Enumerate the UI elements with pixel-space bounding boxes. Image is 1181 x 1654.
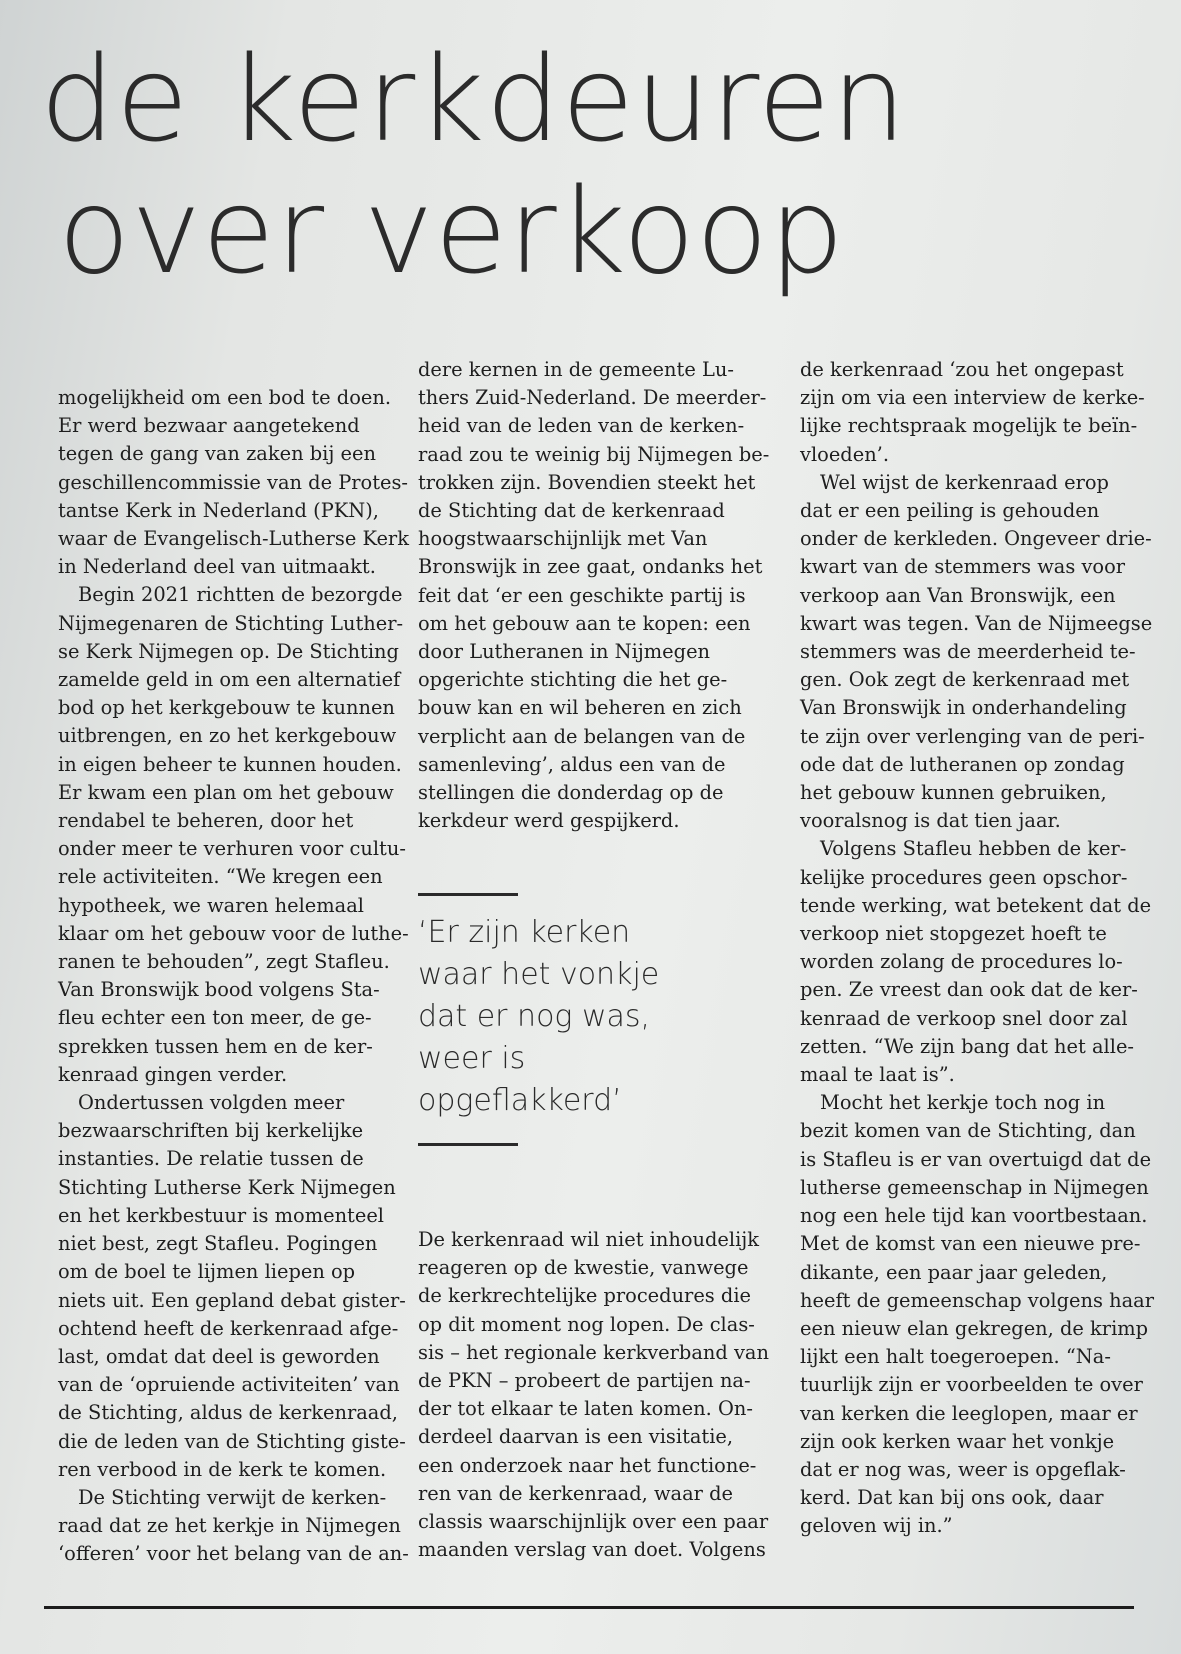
text-line: stellingen die donderdag op de — [418, 781, 724, 805]
text-line: classis waarschijnlijk over een paar — [418, 1510, 769, 1534]
text-line: bouw kan en wil beheren en zich — [418, 696, 742, 720]
text-line: zijn om via een interview de kerke- — [800, 386, 1145, 410]
text-line: kwart was tegen. Van de Nijmeegse — [800, 611, 1153, 635]
text-line: ochtend heeft de kerkenraad afge- — [58, 1316, 399, 1340]
text-line: mogelijkheid om een bod te doen. — [58, 386, 391, 409]
text-line: van de ‘opruiende activiteiten’ van — [58, 1373, 400, 1397]
pull-quote-line: weer is — [418, 1041, 526, 1076]
text-line: in Nederland deel van uitmaakt. — [58, 555, 376, 579]
text-line: de kerkrechtelijke procedures die — [418, 1284, 752, 1308]
text-line: geloven wij in.” — [800, 1514, 953, 1538]
pull-quote-rule-bottom — [418, 1143, 518, 1146]
text-line: thers Zuid-Nederland. De meerder- — [418, 386, 767, 410]
text-line: samenleving’, aldus een van de — [418, 752, 726, 776]
text-line: tende werking, wat betekent dat de — [800, 893, 1152, 917]
text-line: geschillencommissie van de Protes- — [58, 470, 408, 494]
text-line: zetten. “We zijn bang dat het alle- — [800, 1034, 1134, 1058]
text-line: rendabel te beheren, door het — [58, 809, 354, 833]
text-line: een onderzoek naar het functione- — [418, 1453, 757, 1477]
text-line: van kerken die leeglopen, maar er — [800, 1401, 1138, 1425]
pull-quote — [418, 912, 758, 1122]
text-line: en het kerkbestuur is momenteel — [58, 1203, 385, 1227]
text-line: Van Bronswijk in onderhandeling — [800, 696, 1127, 720]
text-line: Van Bronswijk bood volgens Sta- — [58, 978, 380, 1002]
text-line: ren van de kerkenraad, waar de — [418, 1481, 733, 1505]
text-line: opgerichte stichting die het ge- — [418, 668, 728, 692]
article-column-2-top — [418, 356, 778, 835]
text-line: sprekken tussen hem en de ker- — [58, 1034, 373, 1058]
text-line: niet best, zegt Stafleu. Pogingen — [58, 1232, 378, 1256]
headline-line-2: over verkoop — [58, 162, 846, 300]
text-line: ranen te behouden”, zegt Stafleu. — [58, 950, 390, 974]
text-line: sis – het regionale kerkverband van — [418, 1340, 769, 1364]
text-line: een nieuw elan gekregen, de krimp — [800, 1316, 1149, 1340]
text-line: kwart van de stemmers was voor — [800, 555, 1126, 579]
text-line: heid van de leden van de kerken- — [418, 414, 745, 438]
text-line: derdeel daarvan is een visitatie, — [418, 1425, 734, 1449]
pull-quote-line: waar het vonkje — [418, 957, 660, 992]
text-line: maal te laat is”. — [800, 1063, 955, 1087]
text-line: te zijn over verlenging van de peri- — [800, 724, 1145, 748]
text-line: last, omdat dat deel is geworden — [58, 1344, 380, 1368]
text-line: verplicht aan de belangen van de — [418, 724, 746, 748]
pull-quote-line: opgeflakkerd’ — [418, 1083, 622, 1118]
text-line: dikante, een paar jaar geleden, — [800, 1260, 1108, 1284]
text-line: Bronswijk in zee gaat, ondanks het — [418, 555, 763, 579]
text-line: verkoop aan Van Bronswijk, een — [800, 583, 1116, 607]
text-line: hypotheek, we waren helemaal — [58, 893, 364, 917]
pull-quote-line: ‘Er zijn kerken — [418, 915, 631, 950]
text-line: kenraad de verkoop snel door zal — [800, 1006, 1128, 1030]
text-line: dat er een peiling is gehouden — [800, 499, 1100, 523]
text-line: bezwaarschriften bij kerkelijke — [58, 1119, 364, 1143]
text-line: Er kwam een plan om het gebouw — [58, 780, 394, 804]
text-line: Begin 2021 richtten de bezorgde — [78, 583, 403, 607]
text-line: kelijke procedures geen opschor- — [800, 865, 1128, 889]
text-line: fleu echter een ton meer, de ge- — [58, 1006, 372, 1030]
text-line: uitbrengen, en zo het kerkgebouw — [58, 724, 397, 748]
text-line: de PKN – probeert de partijen na- — [418, 1369, 751, 1393]
text-line: nog een hele tijd kan voortbestaan. — [800, 1204, 1148, 1228]
text-line: tegen de gang van zaken bij een — [58, 442, 376, 466]
text-line: waar de Evangelisch-Lutherse Kerk — [58, 527, 409, 551]
text-line: rele activiteiten. “We kregen een — [58, 865, 383, 889]
pull-quote-line: dat er nog was, — [418, 999, 651, 1034]
text-line: ode dat de lutheranen op zondag — [800, 752, 1125, 776]
text-line: se Kerk Nijmegen op. De Stichting — [58, 639, 399, 663]
text-line: lutherse gemeenschap in Nijmegen — [800, 1175, 1149, 1199]
article-column-1 — [58, 384, 409, 1569]
text-line: zamelde geld in om een alternatief — [58, 668, 401, 692]
text-line: Nijmegenaren de Stichting Luther- — [58, 611, 404, 635]
text-line: die de leden van de Stichting giste- — [58, 1429, 406, 1453]
text-line: worden zolang de procedures lo- — [800, 950, 1123, 974]
text-line: onder de kerkleden. Ongeveer drie- — [800, 527, 1152, 551]
text-line: Met de komst van een nieuwe pre- — [800, 1232, 1141, 1256]
article-column-3 — [800, 356, 1160, 1541]
text-line: trokken zijn. Bovendien steekt het — [418, 470, 756, 494]
text-line: ‘offeren’ voor het belang van de an- — [58, 1542, 409, 1566]
text-line: de Stichting, aldus de kerkenraad, — [58, 1401, 398, 1425]
text-line: tantse Kerk in Nederland (PKN), — [58, 498, 379, 522]
text-line: klaar om het gebouw voor de luthe- — [58, 921, 409, 945]
pull-quote-rule-top — [418, 893, 518, 896]
text-line: niets uit. Een gepland debat gister- — [58, 1288, 406, 1312]
text-line: vooralsnog is dat tien jaar. — [800, 809, 1061, 833]
page-bottom-rule — [44, 1606, 1134, 1609]
text-line: is Stafleu is er van overtuigd dat de — [800, 1147, 1152, 1171]
text-line: dere kernen in de gemeente Lu- — [418, 358, 734, 381]
text-line: ren verbood in de kerk te komen. — [58, 1457, 387, 1481]
text-line: kenraad gingen verder. — [58, 1062, 288, 1086]
text-line: instanties. De relatie tussen de — [58, 1147, 364, 1171]
text-line: bod op het kerkgebouw te kunnen — [58, 696, 395, 720]
text-line: de Stichting dat de kerkenraad — [418, 499, 725, 523]
text-line: kerkdeur werd gespijkerd. — [418, 809, 680, 833]
text-line: zijn ook kerken waar het vonkje — [800, 1429, 1115, 1453]
text-line: De Stichting verwijt de kerken- — [78, 1485, 387, 1509]
text-line: hoogstwaarschijnlijk met Van — [418, 527, 708, 551]
text-line: De kerkenraad wil niet inhoudelijk — [418, 1228, 760, 1251]
headline-line-1: de kerkdeuren — [40, 30, 908, 168]
text-line: het gebouw kunnen gebruiken, — [800, 781, 1107, 805]
article-column-2-bottom — [418, 1226, 778, 1564]
text-line: Ondertussen volgden meer — [78, 1091, 345, 1115]
text-line: de kerkenraad ‘zou het ongepast — [800, 358, 1124, 381]
text-line: maanden verslag van doet. Volgens — [418, 1538, 766, 1562]
text-line: lijke rechtspraak mogelijk te beïn- — [800, 414, 1138, 438]
text-line: reageren op de kwestie, vanwege — [418, 1256, 749, 1280]
text-line: in eigen beheer te kunnen houden. — [58, 752, 402, 776]
text-line: dat er nog was, weer is opgeflak- — [800, 1457, 1126, 1481]
text-line: tuurlijk zijn er voorbeelden te over — [800, 1373, 1143, 1397]
text-line: stemmers was de meerderheid te- — [800, 640, 1136, 664]
text-line: kerd. Dat kan bij ons ook, daar — [800, 1486, 1104, 1510]
text-line: gen. Ook zegt de kerkenraad met — [800, 668, 1130, 692]
text-line: Er werd bezwaar aangetekend — [58, 414, 360, 438]
text-line: verkoop niet stopgezet hoeft te — [800, 922, 1107, 946]
text-line: op dit moment nog lopen. De clas- — [418, 1312, 755, 1336]
text-line: raad dat ze het kerkje in Nijmegen — [58, 1514, 401, 1538]
text-line: om de boel te lijmen liepen op — [58, 1260, 356, 1284]
text-line: heeft de gemeenschap volgens haar — [800, 1288, 1154, 1312]
text-line: onder meer te verhuren voor cultu- — [58, 837, 406, 861]
text-line: Stichting Lutherse Kerk Nijmegen — [58, 1175, 396, 1199]
text-line: Wel wijst de kerkenraad erop — [820, 470, 1109, 494]
text-line: vloeden’. — [800, 442, 890, 466]
text-line: raad zou te weinig bij Nijmegen be- — [418, 442, 770, 466]
text-line: door Lutheranen in Nijmegen — [418, 640, 711, 664]
text-line: feit dat ‘er een geschikte partij is — [418, 583, 746, 607]
text-line: lijkt een halt toegeroepen. “Na- — [800, 1345, 1111, 1369]
text-line: Mocht het kerkje toch nog in — [820, 1091, 1106, 1115]
text-line: pen. Ze vreest dan ook dat de ker- — [800, 978, 1138, 1002]
text-line: der tot elkaar te laten komen. On- — [418, 1397, 753, 1421]
text-line: bezit komen van de Stichting, dan — [800, 1119, 1136, 1143]
text-line: om het gebouw aan te kopen: een — [418, 611, 751, 635]
text-line: Volgens Stafleu hebben de ker- — [820, 837, 1127, 861]
